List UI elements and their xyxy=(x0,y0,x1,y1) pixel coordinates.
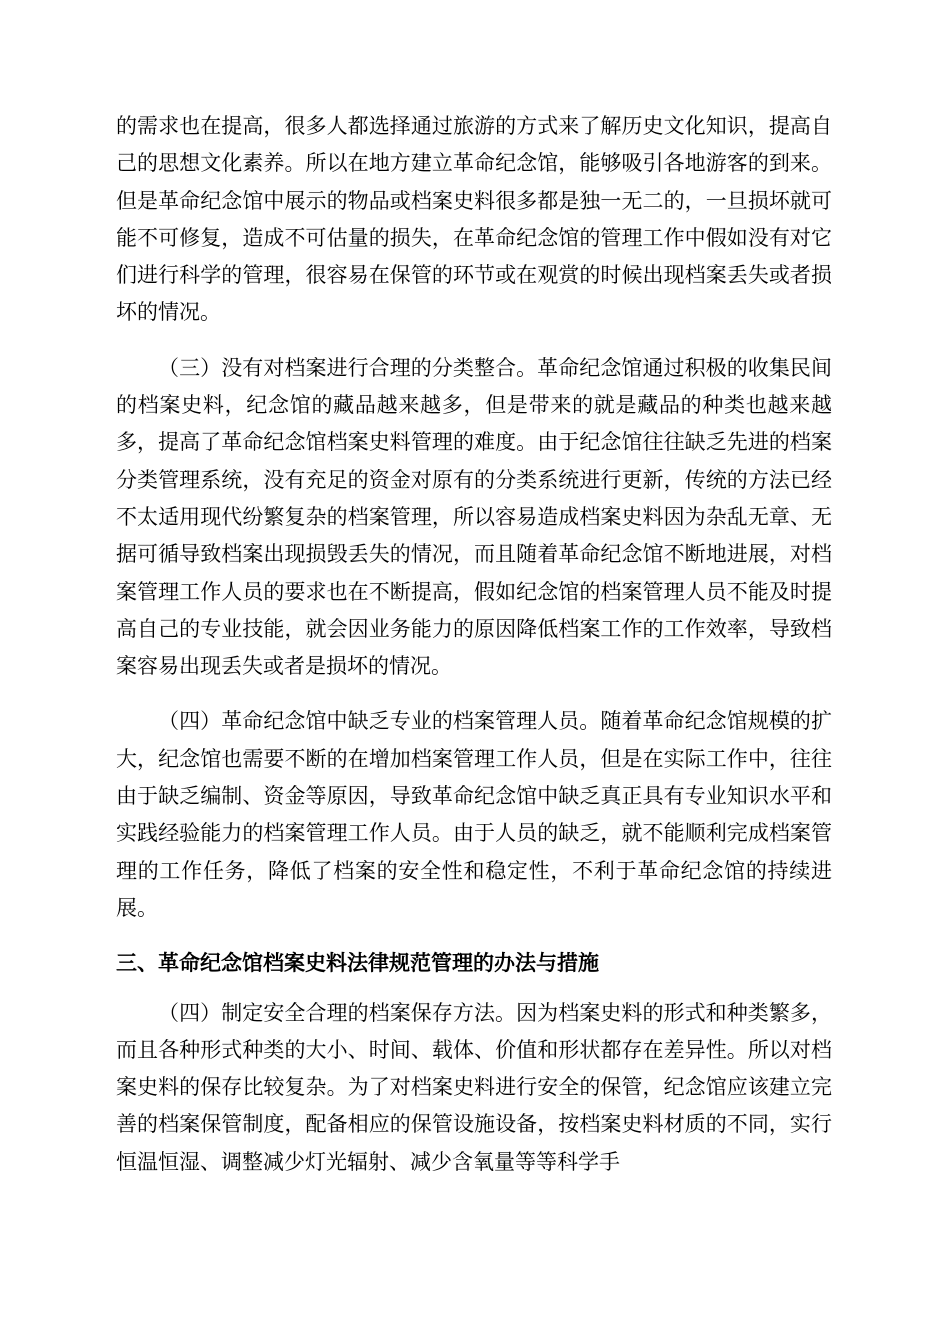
section-heading: 三、革命纪念馆档案史料法律规范管理的办法与措施 xyxy=(116,951,599,976)
body-paragraph-staffing: （四）革命纪念馆中缺乏专业的档案管理人员。随着革命纪念馆规模的扩大，纪念馆也需要不断的在增加档案管理工作人员，但是在实际工作中，往往由于缺乏编制、资金等原因，导致革命纪念馆中缺乏真正具有专业知识水平和实践经验能力的档案管理工作人员。由于人员的缺乏，就不能顺利完成档案管理的工作任务，降低了档案的安全性和稳定性，不利于革命纪念馆的持续进展。 xyxy=(116,709,832,920)
document-page xyxy=(116,108,832,1199)
body-paragraph-storage-methods: （四）制定安全合理的档案保存方法。因为档案史料的形式和种类繁多，而且各种形式种类的大小、时间、载体、价值和形状都存在差异性。所以对档案史料的保存比较复杂。为了对档案史料进行安全的保管，纪念馆应该建立完善的档案保管制度，配备相应的保管设施设备，按档案史料材质的不同，实行恒温恒湿、调整减少灯光辐射、减少含氧量等等科学手 xyxy=(116,1000,832,1174)
body-paragraph-classification: （三）没有对档案进行合理的分类整合。革命纪念馆通过积极的收集民间的档案史料，纪念馆的藏品越来越多，但是带来的就是藏品的种类也越来越多，提高了革命纪念馆档案史料管理的难度。由于纪念馆往往缺乏先进的档案分类管理系统，没有充足的资金对原有的分类系统进行更新，传统的方法已经不太适用现代纷繁复杂的档案管理，所以容易造成档案史料因为杂乱无章、无据可循导致档案出现损毁丢失的情况，而且随着革命纪念馆不断地进展，对档案管理工作人员的要求也在不断提高，假如纪念馆的档案管理人员不能及时提高自己的专业技能，就会因业务能力的原因降低档案工作的工作效率，导致档案容易出现丢失或者是损坏的情况。 xyxy=(116,355,832,679)
body-paragraph-continuation: 的需求也在提高，很多人都选择通过旅游的方式来了解历史文化知识，提高自己的思想文化素养。所以在地方建立革命纪念馆，能够吸引各地游客的到来。但是革命纪念馆中展示的物品或档案史料很多都是独一无二的，一旦损坏就可能不可修复，造成不可估量的损失，在革命纪念馆的管理工作中假如没有对它们进行科学的管理，很容易在保管的环节或在观赏的时候出现档案丢失或者损坏的情况。 xyxy=(116,114,832,325)
